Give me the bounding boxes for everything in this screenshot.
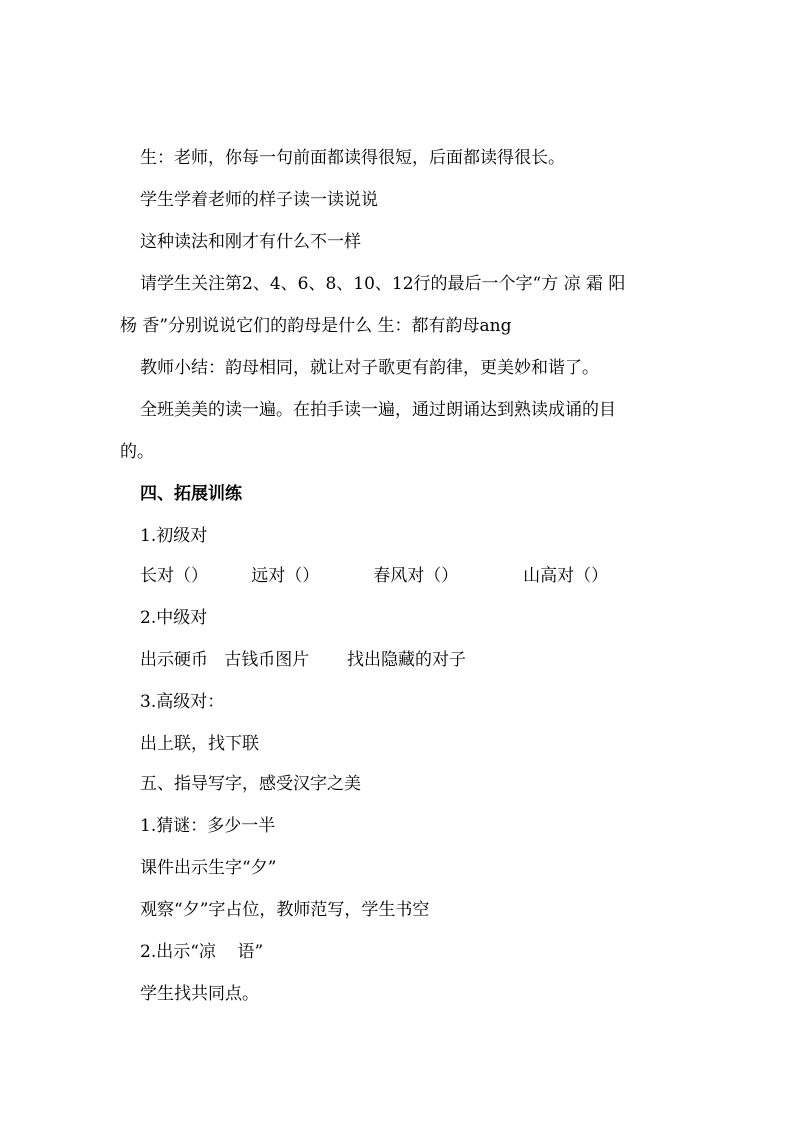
list-item: 3.高级对：: [140, 692, 225, 712]
list-item: 学生找共同点。: [140, 984, 259, 1004]
section-heading: 四、拓展训练: [140, 484, 242, 504]
list-item: 1.猜谜：多少一半: [140, 816, 276, 836]
list-item: 课件出示生字“夕”: [140, 858, 277, 878]
paragraph-continuation: 的。: [120, 442, 154, 462]
list-item: 1.初级对: [140, 526, 208, 546]
list-item: 出上联，找下联: [140, 734, 259, 754]
paragraph: 生：老师，你每一句前面都读得很短，后面都读得很长。: [140, 148, 565, 168]
list-item: 出示硬币 古钱币图片 找出隐藏的对子: [140, 650, 467, 670]
paragraph: 全班美美的读一遍。在拍手读一遍，通过朗诵达到熟读成诵的目: [140, 400, 616, 420]
paragraph: 教师小结：韵母相同，就让对子歌更有韵律，更美妙和谐了。: [140, 358, 599, 378]
list-item: 2.出示“凉 语”: [140, 942, 264, 962]
list-item: 长对（） 远对（） 春风对（） 山高对（）: [140, 566, 609, 586]
section-heading: 五、指导写字，感受汉字之美: [140, 774, 361, 794]
paragraph-continuation: 杨 香”分别说说它们的韵母是什么 生：都有韵母ang: [120, 316, 512, 336]
paragraph: 这种读法和刚才有什么不一样: [140, 232, 361, 252]
paragraph: 请学生关注第2、4、6、8、10、12行的最后一个字“方 凉 霜 阳: [140, 274, 626, 294]
paragraph: 学生学着老师的样子读一读说说: [140, 190, 378, 210]
list-item: 2.中级对: [140, 608, 208, 628]
list-item: 观察“夕”字占位，教师范写，学生书空: [140, 900, 430, 920]
